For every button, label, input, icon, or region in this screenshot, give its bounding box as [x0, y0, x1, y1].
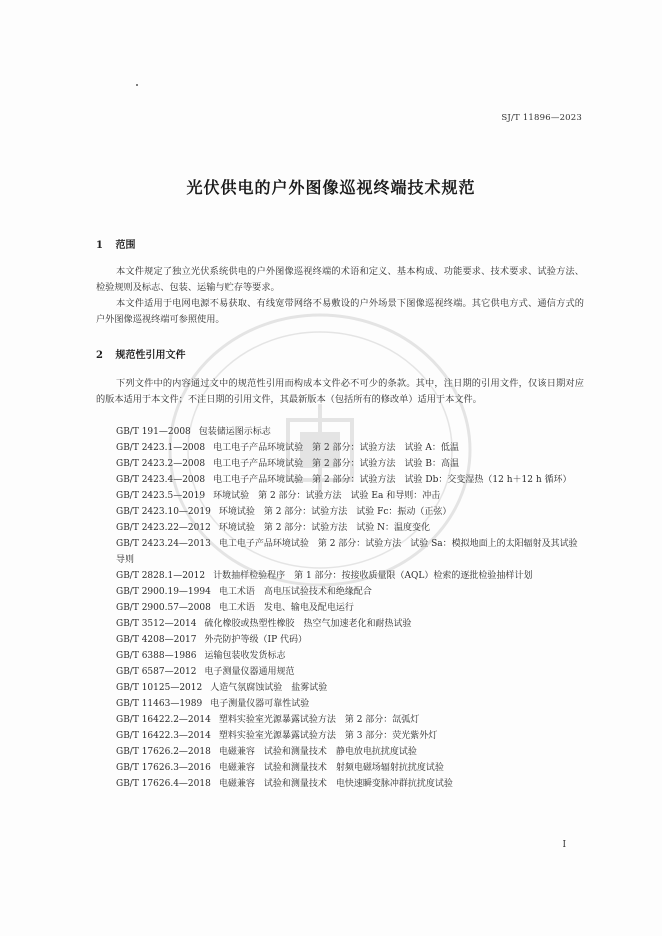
standard-code: SJ/T 11896—2023 — [501, 113, 582, 123]
reference-title: 电子测量仪器通用规范 — [204, 667, 295, 677]
reference-code: GB/T 6587—2012 — [116, 667, 197, 677]
scan-dot-mark — [136, 84, 138, 86]
reference-item — [96, 472, 586, 488]
reference-code: GB/T 2423.24—2013 — [116, 539, 211, 549]
reference-title: 电工电子产品环境试验 第 2 部分：试验方法 试验 A：低温 — [213, 443, 459, 453]
reference-item — [96, 568, 586, 584]
reference-item — [96, 600, 586, 616]
reference-title: 人造气氛腐蚀试验 盐雾试验 — [210, 683, 328, 693]
reference-title: 计数抽样检验程序 第 1 部分：按接收质量限（AQL）检索的逐批检验抽样计划 — [213, 571, 533, 581]
reference-title: 电工电子产品环境试验 第 2 部分：试验方法 试验 B：高温 — [213, 459, 460, 469]
reference-code: GB/T 17626.2—2018 — [116, 747, 211, 757]
reference-code: GB/T 11463—1989 — [116, 699, 203, 709]
reference-title: 外壳防护等级（IP 代码） — [204, 635, 307, 645]
reference-title: 运输包装收发货标志 — [204, 651, 286, 661]
reference-title: 电磁兼容 试验和测量技术 射频电磁场辐射抗扰度试验 — [218, 763, 444, 773]
reference-title: 电工电子产品环境试验 第 2 部分：试验方法 试验 Sa：模拟地面上的太阳辐射及其试验导则 — [116, 539, 578, 565]
scope-paragraph-1: 本文件规定了独立光伏系统供电的户外图像巡视终端的术语和定义、基本构成、功能要求、技术要求、试验方法、检验规则及标志、包装、运输与贮存等要求。 — [96, 266, 584, 293]
reference-code: GB/T 2423.1—2008 — [116, 443, 206, 453]
reference-title: 环境试验 第 2 部分：试验方法 试验 N：温度变化 — [218, 523, 431, 533]
section-title: 规范性引用文件 — [115, 350, 186, 361]
scope-paragraph-2: 本文件适用于电网电源不易获取、有线宽带网络不易敷设的户外场景下图像巡视终端。其它供电方式、通信方式的户外图像巡视终端可参照使用。 — [96, 298, 584, 325]
reference-code: GB/T 16422.3—2014 — [116, 731, 211, 741]
reference-title: 塑料实验室光源暴露试验方法 第 2 部分：氙弧灯 — [218, 715, 420, 725]
reference-code: GB/T 2828.1—2012 — [116, 571, 206, 581]
reference-title: 环境试验 第 2 部分：试验方法 试验 Fc：振动（正弦） — [218, 507, 452, 517]
reference-item — [96, 680, 586, 696]
reference-title: 电工术语 高电压试验技术和绝缘配合 — [218, 587, 372, 597]
section-number: 2 — [96, 350, 103, 361]
reference-title: 电工电子产品环境试验 第 2 部分：试验方法 试验 Db：交变湿热（12 h＋12 h 循环） — [213, 475, 572, 485]
reference-title: 包装储运图示标志 — [198, 427, 271, 437]
reference-item — [96, 664, 586, 680]
reference-item — [96, 440, 586, 456]
reference-item — [96, 488, 586, 504]
normative-references-intro: 下列文件中的内容通过文中的规范性引用而构成本文件必不可少的条款。其中，注日期的引用文件，仅该日期对应的版本适用于本文件；不注日期的引用文件，其最新版本（包括所有的修改单）适用于本文件。 — [96, 378, 584, 405]
document-title: 光伏供电的户外图像巡视终端技术规范 — [186, 178, 476, 197]
reference-code: GB/T 17626.3—2016 — [116, 763, 211, 773]
reference-title: 电磁兼容 试验和测量技术 静电放电抗扰度试验 — [218, 747, 417, 757]
reference-item — [96, 696, 586, 712]
section-title: 范围 — [115, 240, 136, 251]
section-2-heading — [96, 346, 185, 361]
reference-code: GB/T 2900.19—1994 — [116, 587, 211, 597]
reference-item — [96, 648, 586, 664]
reference-code: GB/T 3512—2014 — [116, 619, 197, 629]
page-number: I — [562, 840, 566, 850]
reference-title: 电子测量仪器可靠性试验 — [210, 699, 310, 709]
reference-item — [96, 536, 586, 568]
reference-code: GB/T 10125—2012 — [116, 683, 203, 693]
reference-item — [96, 616, 586, 632]
reference-code: GB/T 4208—2017 — [116, 635, 197, 645]
reference-item — [96, 632, 586, 648]
reference-item — [96, 584, 586, 600]
reference-item — [96, 520, 586, 536]
reference-title: 塑料实验室光源暴露试验方法 第 3 部分：荧光紫外灯 — [218, 731, 438, 741]
reference-code: GB/T 6388—1986 — [116, 651, 197, 661]
section-number: 1 — [96, 240, 103, 251]
reference-item — [96, 744, 586, 760]
reference-code: GB/T 2900.57—2008 — [116, 603, 211, 613]
reference-code: GB/T 2423.10—2019 — [116, 507, 211, 517]
reference-code: GB/T 2423.2—2008 — [116, 459, 206, 469]
reference-item — [96, 424, 586, 440]
reference-title: 环境试验 第 2 部分：试验方法 试验 Ea 和导则：冲击 — [213, 491, 441, 501]
reference-list — [96, 424, 586, 792]
reference-code: GB/T 191—2008 — [116, 427, 191, 437]
reference-title: 硫化橡胶或热塑性橡胶 热空气加速老化和耐热试验 — [204, 619, 412, 629]
reference-item — [96, 504, 586, 520]
reference-code: GB/T 2423.22—2012 — [116, 523, 211, 533]
section-1-heading — [96, 236, 135, 251]
reference-item — [96, 456, 586, 472]
reference-item — [96, 760, 586, 776]
reference-item — [96, 776, 586, 792]
reference-code: GB/T 2423.5—2019 — [116, 491, 206, 501]
reference-item — [96, 728, 586, 744]
reference-title: 电工术语 发电、输电及配电运行 — [218, 603, 354, 613]
reference-code: GB/T 2423.4—2008 — [116, 475, 206, 485]
reference-title: 电磁兼容 试验和测量技术 电快速瞬变脉冲群抗扰度试验 — [218, 779, 453, 789]
reference-item — [96, 712, 586, 728]
reference-code: GB/T 16422.2—2014 — [116, 715, 211, 725]
reference-code: GB/T 17626.4—2018 — [116, 779, 211, 789]
